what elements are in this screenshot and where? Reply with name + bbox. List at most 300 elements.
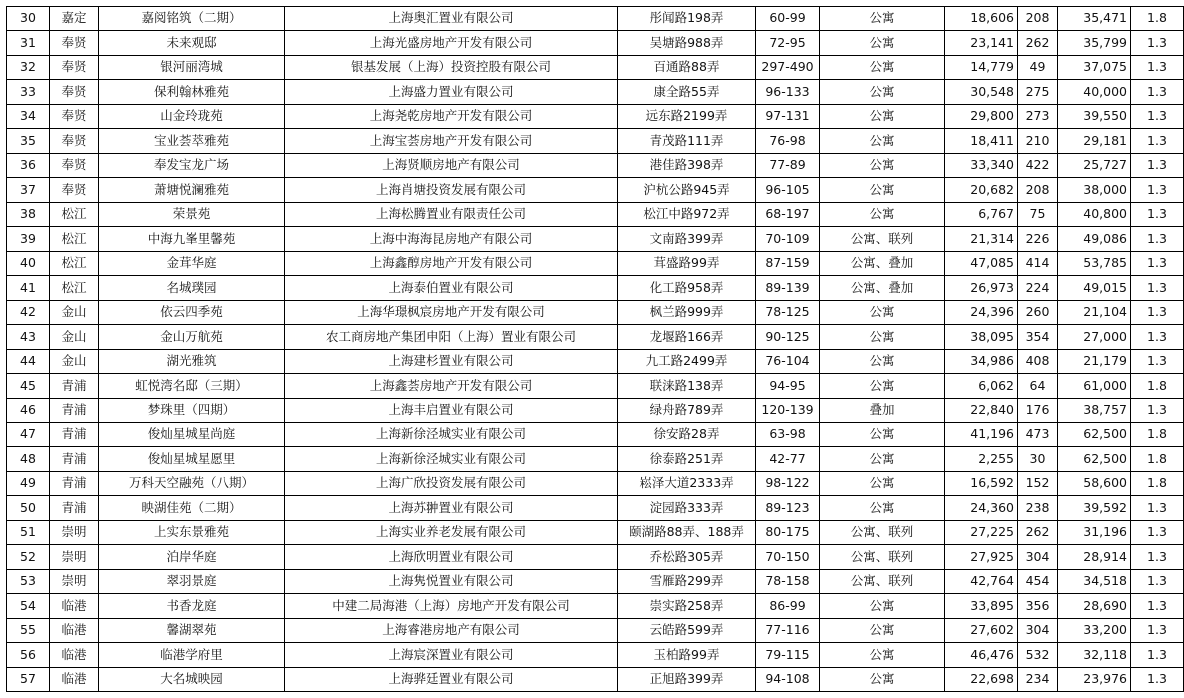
housing-type-cell: 公寓 (820, 447, 945, 471)
unit-count-cell: 273 (1018, 104, 1058, 128)
parking-ratio-cell: 1.3 (1131, 667, 1184, 691)
row-number-cell: 35 (7, 129, 50, 153)
unit-count-cell: 208 (1018, 178, 1058, 202)
housing-type-cell: 公寓 (820, 496, 945, 520)
developer-cell: 上海实业养老发展有限公司 (285, 520, 618, 544)
unit-area-range-cell: 70-109 (756, 227, 820, 251)
unit-count-cell: 64 (1018, 374, 1058, 398)
average-price-cell: 25,727 (1058, 153, 1131, 177)
row-number-cell: 38 (7, 202, 50, 226)
table-row (7, 202, 1184, 226)
total-area-cell: 27,925 (945, 545, 1018, 569)
address-cell: 沪杭公路945弄 (618, 178, 756, 202)
parking-ratio-cell: 1.3 (1131, 643, 1184, 667)
unit-count-cell: 226 (1018, 227, 1058, 251)
unit-count-cell: 210 (1018, 129, 1058, 153)
unit-count-cell: 260 (1018, 300, 1058, 324)
unit-count-cell: 275 (1018, 80, 1058, 104)
address-cell: 百通路88弄 (618, 55, 756, 79)
address-cell: 徐安路28弄 (618, 422, 756, 446)
address-cell: 松江中路972弄 (618, 202, 756, 226)
parking-ratio-cell: 1.3 (1131, 349, 1184, 373)
address-cell: 玉柏路99弄 (618, 643, 756, 667)
developer-cell: 上海奥汇置业有限公司 (285, 7, 618, 31)
row-number-cell: 50 (7, 496, 50, 520)
developer-cell: 上海欣明置业有限公司 (285, 545, 618, 569)
project-name-cell: 俊灿星城星愿里 (99, 447, 285, 471)
project-name-cell: 萧塘悦澜雅苑 (99, 178, 285, 202)
average-price-cell: 31,196 (1058, 520, 1131, 544)
unit-count-cell: 176 (1018, 398, 1058, 422)
table-row (7, 471, 1184, 495)
parking-ratio-cell: 1.3 (1131, 227, 1184, 251)
developer-cell: 上海宝荟房地产开发有限公司 (285, 129, 618, 153)
district-cell: 奉贤 (50, 80, 99, 104)
total-area-cell: 27,602 (945, 618, 1018, 642)
address-cell: 崇实路258弄 (618, 594, 756, 618)
parking-ratio-cell: 1.3 (1131, 300, 1184, 324)
average-price-cell: 61,000 (1058, 374, 1131, 398)
developer-cell: 上海尧乾房地产开发有限公司 (285, 104, 618, 128)
district-cell: 临港 (50, 643, 99, 667)
unit-area-range-cell: 80-175 (756, 520, 820, 544)
unit-area-range-cell: 87-159 (756, 251, 820, 275)
table-row (7, 667, 1184, 691)
district-cell: 奉贤 (50, 178, 99, 202)
row-number-cell: 34 (7, 104, 50, 128)
total-area-cell: 33,895 (945, 594, 1018, 618)
developer-cell: 中建二局海港（上海）房地产开发有限公司 (285, 594, 618, 618)
table-row (7, 496, 1184, 520)
project-name-cell: 依云四季苑 (99, 300, 285, 324)
table-row (7, 178, 1184, 202)
housing-type-cell: 公寓 (820, 55, 945, 79)
address-cell: 正旭路399弄 (618, 667, 756, 691)
district-cell: 松江 (50, 251, 99, 275)
unit-area-range-cell: 98-122 (756, 471, 820, 495)
developer-cell: 上海肖塘投资发展有限公司 (285, 178, 618, 202)
parking-ratio-cell: 1.3 (1131, 178, 1184, 202)
developer-cell: 银基发展（上海）投资控股有限公司 (285, 55, 618, 79)
table-row (7, 569, 1184, 593)
housing-type-cell: 叠加 (820, 398, 945, 422)
district-cell: 青浦 (50, 471, 99, 495)
developer-cell: 上海睿港房地产有限公司 (285, 618, 618, 642)
developer-cell: 上海中海海昆房地产有限公司 (285, 227, 618, 251)
housing-type-cell: 公寓、叠加 (820, 276, 945, 300)
housing-type-cell: 公寓 (820, 129, 945, 153)
table-row (7, 80, 1184, 104)
address-cell: 文南路399弄 (618, 227, 756, 251)
total-area-cell: 46,476 (945, 643, 1018, 667)
project-name-cell: 临港学府里 (99, 643, 285, 667)
total-area-cell: 23,141 (945, 31, 1018, 55)
housing-type-cell: 公寓 (820, 349, 945, 373)
unit-count-cell: 408 (1018, 349, 1058, 373)
parking-ratio-cell: 1.8 (1131, 471, 1184, 495)
total-area-cell: 41,196 (945, 422, 1018, 446)
address-cell: 化工路958弄 (618, 276, 756, 300)
total-area-cell: 42,764 (945, 569, 1018, 593)
housing-type-cell: 公寓 (820, 80, 945, 104)
row-number-cell: 42 (7, 300, 50, 324)
table-row (7, 520, 1184, 544)
unit-area-range-cell: 77-116 (756, 618, 820, 642)
row-number-cell: 40 (7, 251, 50, 275)
parking-ratio-cell: 1.3 (1131, 80, 1184, 104)
total-area-cell: 20,682 (945, 178, 1018, 202)
unit-count-cell: 304 (1018, 618, 1058, 642)
table-row (7, 349, 1184, 373)
project-name-cell: 上实东景雅苑 (99, 520, 285, 544)
unit-area-range-cell: 297-490 (756, 55, 820, 79)
parking-ratio-cell: 1.8 (1131, 447, 1184, 471)
parking-ratio-cell: 1.3 (1131, 618, 1184, 642)
housing-type-cell: 公寓、联列 (820, 545, 945, 569)
developer-cell: 上海松腾置业有限责任公司 (285, 202, 618, 226)
parking-ratio-cell: 1.8 (1131, 422, 1184, 446)
developer-cell: 上海光盛房地产开发有限公司 (285, 31, 618, 55)
housing-table (6, 6, 1184, 692)
project-name-cell: 中海九峯里馨苑 (99, 227, 285, 251)
total-area-cell: 47,085 (945, 251, 1018, 275)
total-area-cell: 2,255 (945, 447, 1018, 471)
table-row (7, 104, 1184, 128)
address-cell: 云皓路599弄 (618, 618, 756, 642)
project-name-cell: 泊岸华庭 (99, 545, 285, 569)
district-cell: 青浦 (50, 374, 99, 398)
district-cell: 青浦 (50, 496, 99, 520)
total-area-cell: 27,225 (945, 520, 1018, 544)
row-number-cell: 43 (7, 325, 50, 349)
unit-count-cell: 224 (1018, 276, 1058, 300)
district-cell: 嘉定 (50, 7, 99, 31)
address-cell: 绿舟路789弄 (618, 398, 756, 422)
housing-type-cell: 公寓、联列 (820, 520, 945, 544)
developer-cell: 上海贤顺房地产有限公司 (285, 153, 618, 177)
table-row (7, 300, 1184, 324)
unit-area-range-cell: 94-108 (756, 667, 820, 691)
project-name-cell: 湖光雅筑 (99, 349, 285, 373)
unit-area-range-cell: 68-197 (756, 202, 820, 226)
unit-area-range-cell: 42-77 (756, 447, 820, 471)
average-price-cell: 33,200 (1058, 618, 1131, 642)
housing-type-cell: 公寓 (820, 7, 945, 31)
unit-count-cell: 356 (1018, 594, 1058, 618)
housing-type-cell: 公寓 (820, 300, 945, 324)
total-area-cell: 26,973 (945, 276, 1018, 300)
district-cell: 崇明 (50, 520, 99, 544)
table-row (7, 227, 1184, 251)
district-cell: 临港 (50, 667, 99, 691)
parking-ratio-cell: 1.8 (1131, 374, 1184, 398)
address-cell: 青茂路111弄 (618, 129, 756, 153)
developer-cell: 上海丰启置业有限公司 (285, 398, 618, 422)
district-cell: 崇明 (50, 545, 99, 569)
address-cell: 龙堰路166弄 (618, 325, 756, 349)
unit-count-cell: 30 (1018, 447, 1058, 471)
total-area-cell: 18,606 (945, 7, 1018, 31)
unit-area-range-cell: 86-99 (756, 594, 820, 618)
unit-area-range-cell: 89-139 (756, 276, 820, 300)
district-cell: 临港 (50, 618, 99, 642)
row-number-cell: 41 (7, 276, 50, 300)
project-name-cell: 山金玲珑苑 (99, 104, 285, 128)
table-row (7, 374, 1184, 398)
project-name-cell: 书香龙庭 (99, 594, 285, 618)
unit-count-cell: 75 (1018, 202, 1058, 226)
table-row (7, 398, 1184, 422)
unit-area-range-cell: 120-139 (756, 398, 820, 422)
average-price-cell: 28,914 (1058, 545, 1131, 569)
housing-type-cell: 公寓 (820, 31, 945, 55)
unit-count-cell: 414 (1018, 251, 1058, 275)
unit-area-range-cell: 76-104 (756, 349, 820, 373)
address-cell: 雪雁路299弄 (618, 569, 756, 593)
average-price-cell: 21,104 (1058, 300, 1131, 324)
project-name-cell: 翠羽景庭 (99, 569, 285, 593)
table-row (7, 325, 1184, 349)
total-area-cell: 18,411 (945, 129, 1018, 153)
table-body (7, 7, 1184, 692)
housing-type-cell: 公寓、联列 (820, 569, 945, 593)
district-cell: 青浦 (50, 422, 99, 446)
housing-type-cell: 公寓 (820, 618, 945, 642)
address-cell: 徐泰路251弄 (618, 447, 756, 471)
average-price-cell: 38,757 (1058, 398, 1131, 422)
unit-area-range-cell: 79-115 (756, 643, 820, 667)
parking-ratio-cell: 1.3 (1131, 153, 1184, 177)
district-cell: 金山 (50, 325, 99, 349)
developer-cell: 上海鑫醇房地产开发有限公司 (285, 251, 618, 275)
total-area-cell: 33,340 (945, 153, 1018, 177)
unit-count-cell: 354 (1018, 325, 1058, 349)
total-area-cell: 30,548 (945, 80, 1018, 104)
district-cell: 金山 (50, 300, 99, 324)
average-price-cell: 38,000 (1058, 178, 1131, 202)
table-row (7, 153, 1184, 177)
district-cell: 奉贤 (50, 153, 99, 177)
developer-cell: 上海泰伯置业有限公司 (285, 276, 618, 300)
parking-ratio-cell: 1.3 (1131, 569, 1184, 593)
row-number-cell: 53 (7, 569, 50, 593)
address-cell: 联涞路138弄 (618, 374, 756, 398)
parking-ratio-cell: 1.8 (1131, 7, 1184, 31)
parking-ratio-cell: 1.3 (1131, 545, 1184, 569)
address-cell: 淀园路333弄 (618, 496, 756, 520)
average-price-cell: 37,075 (1058, 55, 1131, 79)
unit-count-cell: 208 (1018, 7, 1058, 31)
row-number-cell: 32 (7, 55, 50, 79)
housing-type-cell: 公寓 (820, 667, 945, 691)
parking-ratio-cell: 1.3 (1131, 251, 1184, 275)
unit-area-range-cell: 72-95 (756, 31, 820, 55)
average-price-cell: 40,000 (1058, 80, 1131, 104)
average-price-cell: 62,500 (1058, 422, 1131, 446)
average-price-cell: 27,000 (1058, 325, 1131, 349)
district-cell: 松江 (50, 202, 99, 226)
unit-area-range-cell: 89-123 (756, 496, 820, 520)
project-name-cell: 金茸华庭 (99, 251, 285, 275)
unit-area-range-cell: 70-150 (756, 545, 820, 569)
unit-count-cell: 454 (1018, 569, 1058, 593)
developer-cell: 上海广欣投资发展有限公司 (285, 471, 618, 495)
housing-type-cell: 公寓、叠加 (820, 251, 945, 275)
unit-area-range-cell: 78-158 (756, 569, 820, 593)
address-cell: 康全路55弄 (618, 80, 756, 104)
unit-area-range-cell: 60-99 (756, 7, 820, 31)
developer-cell: 上海隽悦置业有限公司 (285, 569, 618, 593)
address-cell: 九工路2499弄 (618, 349, 756, 373)
table-row (7, 276, 1184, 300)
parking-ratio-cell: 1.3 (1131, 31, 1184, 55)
address-cell: 港佳路398弄 (618, 153, 756, 177)
unit-count-cell: 532 (1018, 643, 1058, 667)
average-price-cell: 62,500 (1058, 447, 1131, 471)
total-area-cell: 24,396 (945, 300, 1018, 324)
parking-ratio-cell: 1.3 (1131, 520, 1184, 544)
parking-ratio-cell: 1.3 (1131, 276, 1184, 300)
unit-area-range-cell: 96-133 (756, 80, 820, 104)
project-name-cell: 嘉阅铭筑（二期） (99, 7, 285, 31)
average-price-cell: 49,086 (1058, 227, 1131, 251)
project-name-cell: 奉发宝龙广场 (99, 153, 285, 177)
average-price-cell: 23,976 (1058, 667, 1131, 691)
housing-type-cell: 公寓 (820, 153, 945, 177)
average-price-cell: 29,181 (1058, 129, 1131, 153)
total-area-cell: 34,986 (945, 349, 1018, 373)
row-number-cell: 51 (7, 520, 50, 544)
row-number-cell: 36 (7, 153, 50, 177)
parking-ratio-cell: 1.3 (1131, 55, 1184, 79)
developer-cell: 上海华璟枫宸房地产开发有限公司 (285, 300, 618, 324)
average-price-cell: 35,799 (1058, 31, 1131, 55)
total-area-cell: 21,314 (945, 227, 1018, 251)
average-price-cell: 32,118 (1058, 643, 1131, 667)
project-name-cell: 宝业荟萃雅苑 (99, 129, 285, 153)
row-number-cell: 56 (7, 643, 50, 667)
unit-count-cell: 234 (1018, 667, 1058, 691)
developer-cell: 上海骅廷置业有限公司 (285, 667, 618, 691)
unit-area-range-cell: 90-125 (756, 325, 820, 349)
district-cell: 青浦 (50, 447, 99, 471)
unit-count-cell: 304 (1018, 545, 1058, 569)
housing-type-cell: 公寓 (820, 471, 945, 495)
row-number-cell: 47 (7, 422, 50, 446)
district-cell: 奉贤 (50, 31, 99, 55)
row-number-cell: 52 (7, 545, 50, 569)
average-price-cell: 40,800 (1058, 202, 1131, 226)
total-area-cell: 16,592 (945, 471, 1018, 495)
project-name-cell: 梦珠里（四期） (99, 398, 285, 422)
district-cell: 临港 (50, 594, 99, 618)
row-number-cell: 33 (7, 80, 50, 104)
table-row (7, 55, 1184, 79)
table-row (7, 129, 1184, 153)
project-name-cell: 名城璞园 (99, 276, 285, 300)
total-area-cell: 6,767 (945, 202, 1018, 226)
row-number-cell: 37 (7, 178, 50, 202)
address-cell: 崧泽大道2333弄 (618, 471, 756, 495)
unit-area-range-cell: 77-89 (756, 153, 820, 177)
average-price-cell: 34,518 (1058, 569, 1131, 593)
average-price-cell: 35,471 (1058, 7, 1131, 31)
district-cell: 奉贤 (50, 104, 99, 128)
district-cell: 奉贤 (50, 129, 99, 153)
address-cell: 乔松路305弄 (618, 545, 756, 569)
housing-type-cell: 公寓 (820, 178, 945, 202)
table-row (7, 7, 1184, 31)
unit-area-range-cell: 96-105 (756, 178, 820, 202)
developer-cell: 上海建杉置业有限公司 (285, 349, 618, 373)
address-cell: 吴塘路988弄 (618, 31, 756, 55)
total-area-cell: 14,779 (945, 55, 1018, 79)
row-number-cell: 48 (7, 447, 50, 471)
row-number-cell: 49 (7, 471, 50, 495)
total-area-cell: 24,360 (945, 496, 1018, 520)
developer-cell: 上海鑫荟房地产开发有限公司 (285, 374, 618, 398)
average-price-cell: 28,690 (1058, 594, 1131, 618)
total-area-cell: 38,095 (945, 325, 1018, 349)
developer-cell: 农工商房地产集团申阳（上海）置业有限公司 (285, 325, 618, 349)
row-number-cell: 39 (7, 227, 50, 251)
housing-type-cell: 公寓、联列 (820, 227, 945, 251)
address-cell: 枫兰路999弄 (618, 300, 756, 324)
developer-cell: 上海宸深置业有限公司 (285, 643, 618, 667)
average-price-cell: 58,600 (1058, 471, 1131, 495)
unit-count-cell: 422 (1018, 153, 1058, 177)
unit-area-range-cell: 78-125 (756, 300, 820, 324)
table-row (7, 545, 1184, 569)
district-cell: 奉贤 (50, 55, 99, 79)
parking-ratio-cell: 1.3 (1131, 325, 1184, 349)
address-cell: 彤闻路198弄 (618, 7, 756, 31)
project-name-cell: 映湖佳苑（二期） (99, 496, 285, 520)
project-name-cell: 馨湖翠苑 (99, 618, 285, 642)
unit-count-cell: 152 (1018, 471, 1058, 495)
table-row (7, 447, 1184, 471)
parking-ratio-cell: 1.3 (1131, 398, 1184, 422)
district-cell: 松江 (50, 227, 99, 251)
row-number-cell: 44 (7, 349, 50, 373)
district-cell: 青浦 (50, 398, 99, 422)
row-number-cell: 57 (7, 667, 50, 691)
row-number-cell: 46 (7, 398, 50, 422)
row-number-cell: 55 (7, 618, 50, 642)
total-area-cell: 6,062 (945, 374, 1018, 398)
unit-count-cell: 49 (1018, 55, 1058, 79)
developer-cell: 上海苏翀置业有限公司 (285, 496, 618, 520)
unit-area-range-cell: 76-98 (756, 129, 820, 153)
project-name-cell: 虹悦湾名邸（三期） (99, 374, 285, 398)
table-row (7, 422, 1184, 446)
average-price-cell: 53,785 (1058, 251, 1131, 275)
housing-type-cell: 公寓 (820, 202, 945, 226)
row-number-cell: 31 (7, 31, 50, 55)
housing-type-cell: 公寓 (820, 643, 945, 667)
district-cell: 崇明 (50, 569, 99, 593)
project-name-cell: 大名城映园 (99, 667, 285, 691)
average-price-cell: 49,015 (1058, 276, 1131, 300)
table-row (7, 643, 1184, 667)
unit-count-cell: 262 (1018, 520, 1058, 544)
unit-area-range-cell: 94-95 (756, 374, 820, 398)
developer-cell: 上海新徐泾城实业有限公司 (285, 447, 618, 471)
table-row (7, 31, 1184, 55)
total-area-cell: 22,698 (945, 667, 1018, 691)
housing-type-cell: 公寓 (820, 422, 945, 446)
project-name-cell: 俊灿星城星尚庭 (99, 422, 285, 446)
